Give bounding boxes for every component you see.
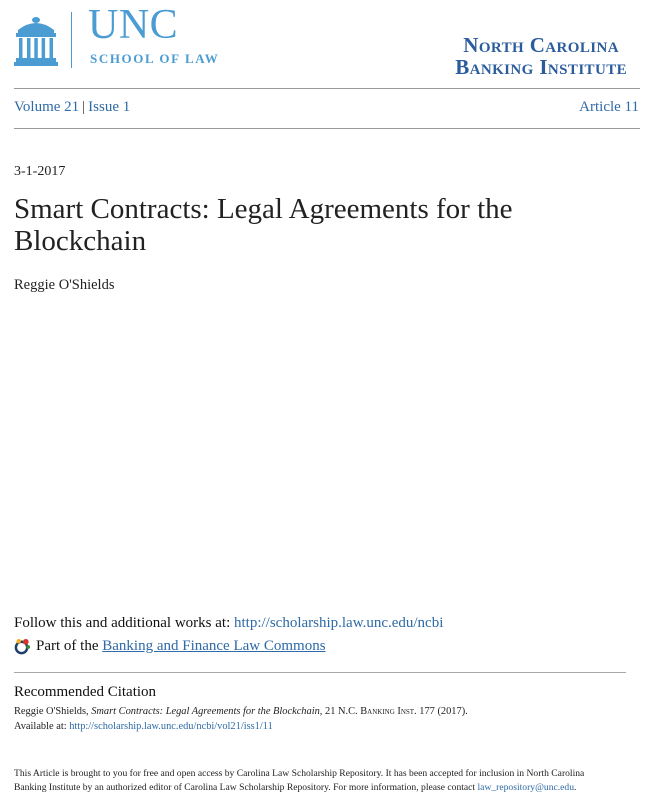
citation-text — [14, 706, 468, 717]
volume-link[interactable]: Volume 21 — [14, 99, 80, 115]
citation-journal: Banking Inst. — [360, 706, 417, 717]
citation-divider — [14, 672, 626, 673]
citation-title: Smart Contracts: Legal Agreements for the Blockchain — [91, 706, 320, 717]
follow-url-link[interactable]: http://scholarship.law.unc.edu/ncbi — [233, 615, 444, 631]
access-notice — [14, 767, 614, 795]
access-notice-end: . — [574, 782, 577, 793]
article-number-link[interactable]: Article 11 — [579, 99, 639, 115]
header-divider-top — [14, 88, 640, 89]
institute-title — [455, 34, 627, 78]
school-of-law-text: SCHOOL OF LAW — [90, 51, 220, 66]
publication-date: 3-1-2017 — [14, 164, 66, 179]
issue-link[interactable]: Issue 1 — [88, 99, 131, 115]
logo-divider — [71, 12, 72, 68]
article-author: Reggie O'Shields — [14, 277, 115, 293]
follow-line — [14, 615, 443, 632]
available-label: Available at: — [14, 721, 67, 732]
volume-issue-line — [14, 99, 130, 116]
follow-label: Follow this and additional works at: — [14, 615, 231, 631]
banking-finance-commons-link[interactable]: Banking and Finance Law Commons — [102, 638, 326, 654]
citation-volume: , 21 N.C. — [319, 706, 358, 717]
available-url-link[interactable]: http://scholarship.law.unc.edu/ncbi/vol21/iss1/11 — [69, 721, 273, 732]
old-well-icon — [14, 14, 58, 66]
institute-title-line1: North Carolina — [463, 33, 619, 57]
network-commons-icon — [14, 638, 31, 655]
citation-pages: 177 (2017). — [419, 706, 468, 717]
contact-email-link[interactable]: law_repository@unc.edu — [477, 782, 575, 793]
unc-logo-text: UNC — [88, 2, 179, 48]
available-at-line — [14, 721, 273, 732]
citation-author: Reggie O'Shields, — [14, 706, 89, 717]
header-divider-bottom — [14, 128, 640, 129]
article-title: Smart Contracts: Legal Agreements for the Blockchain — [14, 193, 513, 257]
recommended-citation-heading: Recommended Citation — [14, 684, 157, 700]
institute-title-line2: Banking Institute — [455, 55, 627, 80]
volume-issue-separator: | — [82, 99, 86, 115]
part-of-line — [14, 638, 326, 655]
access-notice-text: This Article is brought to you for free and open access by Carolina Law Scholarship Repository. It has been accepted for inclusion in North Carolina Banking Institute by an authorized editor of Carolina Law Scholarship Repository. For more information, please contact — [14, 768, 585, 793]
part-of-label: Part of the — [36, 638, 99, 654]
